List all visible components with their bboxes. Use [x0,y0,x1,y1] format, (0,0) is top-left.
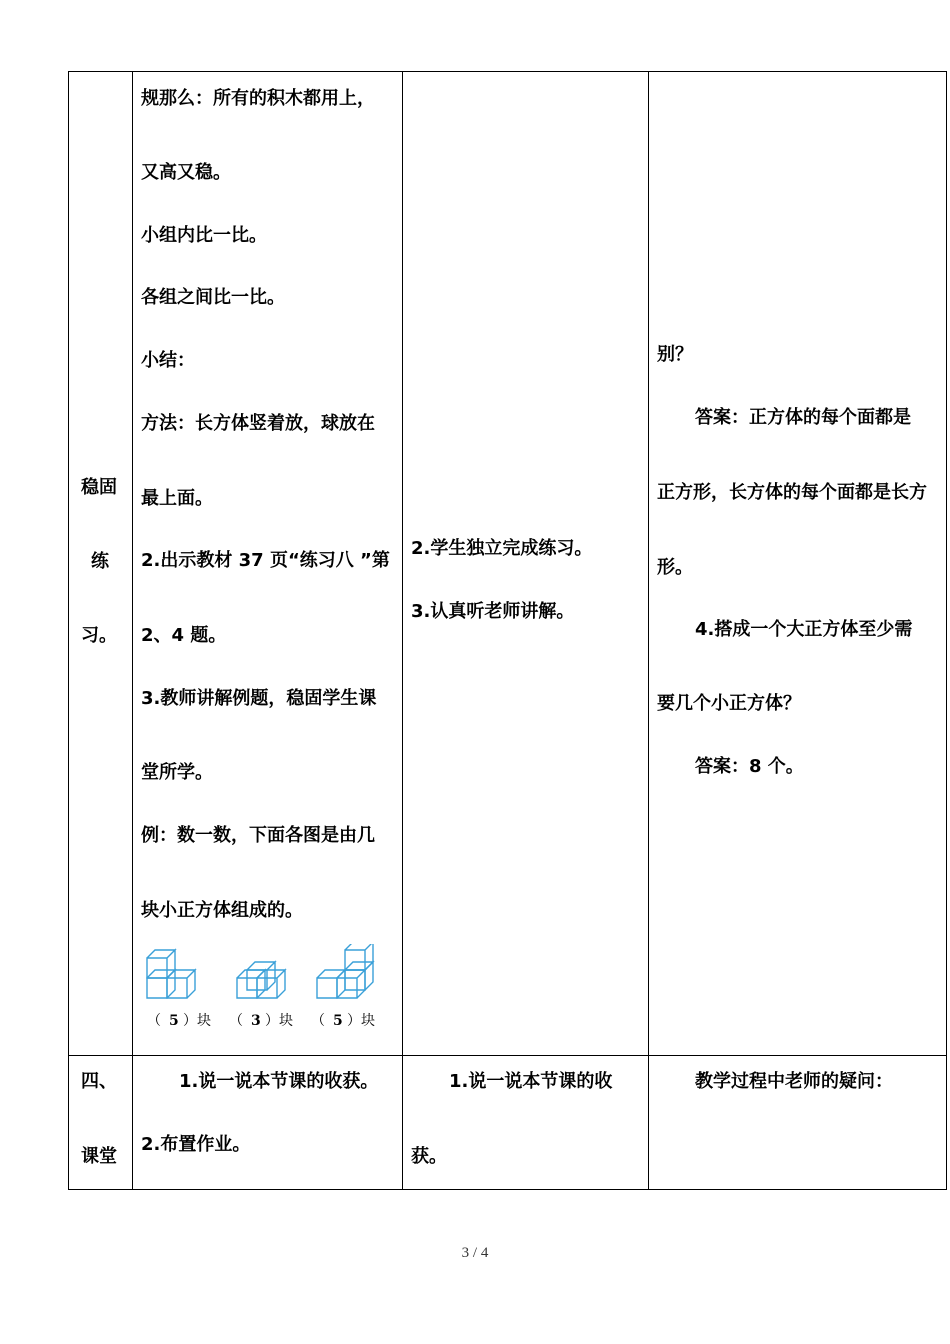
notes-cell [649,1056,947,1190]
stage-cell [69,72,133,1056]
stage-label-line: 课堂 [81,1146,117,1167]
teacher-line: 又高又稳。 [141,162,231,183]
caption-count-2: 3 [251,1013,261,1029]
table-row [69,1056,947,1190]
teacher-line: 方法：长方体竖着放，球放在 [141,413,375,434]
student-line: 2.学生独立完成练习。 [411,538,593,559]
notes-line: 要几个小正方体？ [657,693,801,714]
stage-label-line: 习。 [81,625,117,646]
caption-open-2: （ [229,1013,243,1029]
teacher-line: 小结： [141,350,195,371]
teacher-line: 1.说一说本节课的收获。 [179,1071,379,1092]
caption-open-1: （ [147,1013,161,1029]
stage-label-line: 稳固 [81,477,117,498]
teacher-line: 2、4 题。 [141,625,227,646]
notes-line: 答案：正方体的每个面都是 [695,407,911,428]
teacher-line: 3.教师讲解例题，稳固学生课 [141,688,377,709]
student-line: 1.说一说本节课的收 [449,1071,613,1092]
teacher-line: 小组内比一比。 [141,225,267,246]
caption-count-1: 5 [169,1013,179,1029]
teacher-line: 最上面。 [141,488,213,509]
stage-cell [69,1056,133,1190]
caption-close-2: ）块 [265,1013,293,1029]
notes-line: 正方形，长方体的每个面都是长方 [657,482,927,503]
cube-count-figure [145,944,385,1034]
caption-close-3: ）块 [347,1013,375,1029]
teacher-line: 块小正方体组成的。 [141,900,303,921]
caption-open-3: （ [311,1013,325,1029]
cube-icon [247,962,275,990]
page-number: 3 / 4 [461,1245,489,1261]
teacher-line: 堂所学。 [141,762,213,783]
teacher-line: 2.出示教材 37 页“练习八 ”第 [141,550,390,571]
teacher-activity-cell [133,72,403,1056]
student-line: 3.认真听老师讲解。 [411,601,575,622]
lesson-plan-table [68,71,947,1190]
teacher-line: 例：数一数，下面各图是由几 [141,825,375,846]
stage-label-line: 练 [91,551,109,572]
stage-label-line: 四、 [81,1071,117,1092]
notes-line: 形。 [657,557,693,578]
caption-close-1: ）块 [183,1013,211,1029]
notes-line: 答案：8 个。 [695,756,804,777]
student-activity-cell [403,72,649,1056]
teacher-activity-cell [133,1056,403,1190]
teacher-line: 2.布置作业。 [141,1134,251,1155]
teacher-line: 各组之间比一比。 [141,287,285,308]
notes-cell [649,72,947,1056]
table-row [69,72,947,1056]
student-activity-cell [403,1056,649,1190]
notes-line: 4.搭成一个大正方体至少需 [695,619,913,640]
notes-line: 教学过程中老师的疑问： [695,1071,893,1092]
student-line: 获。 [411,1146,447,1167]
notes-line: 别？ [657,344,693,365]
caption-count-3: 5 [333,1013,343,1029]
teacher-line: 规那么：所有的积木都用上， [141,88,375,109]
